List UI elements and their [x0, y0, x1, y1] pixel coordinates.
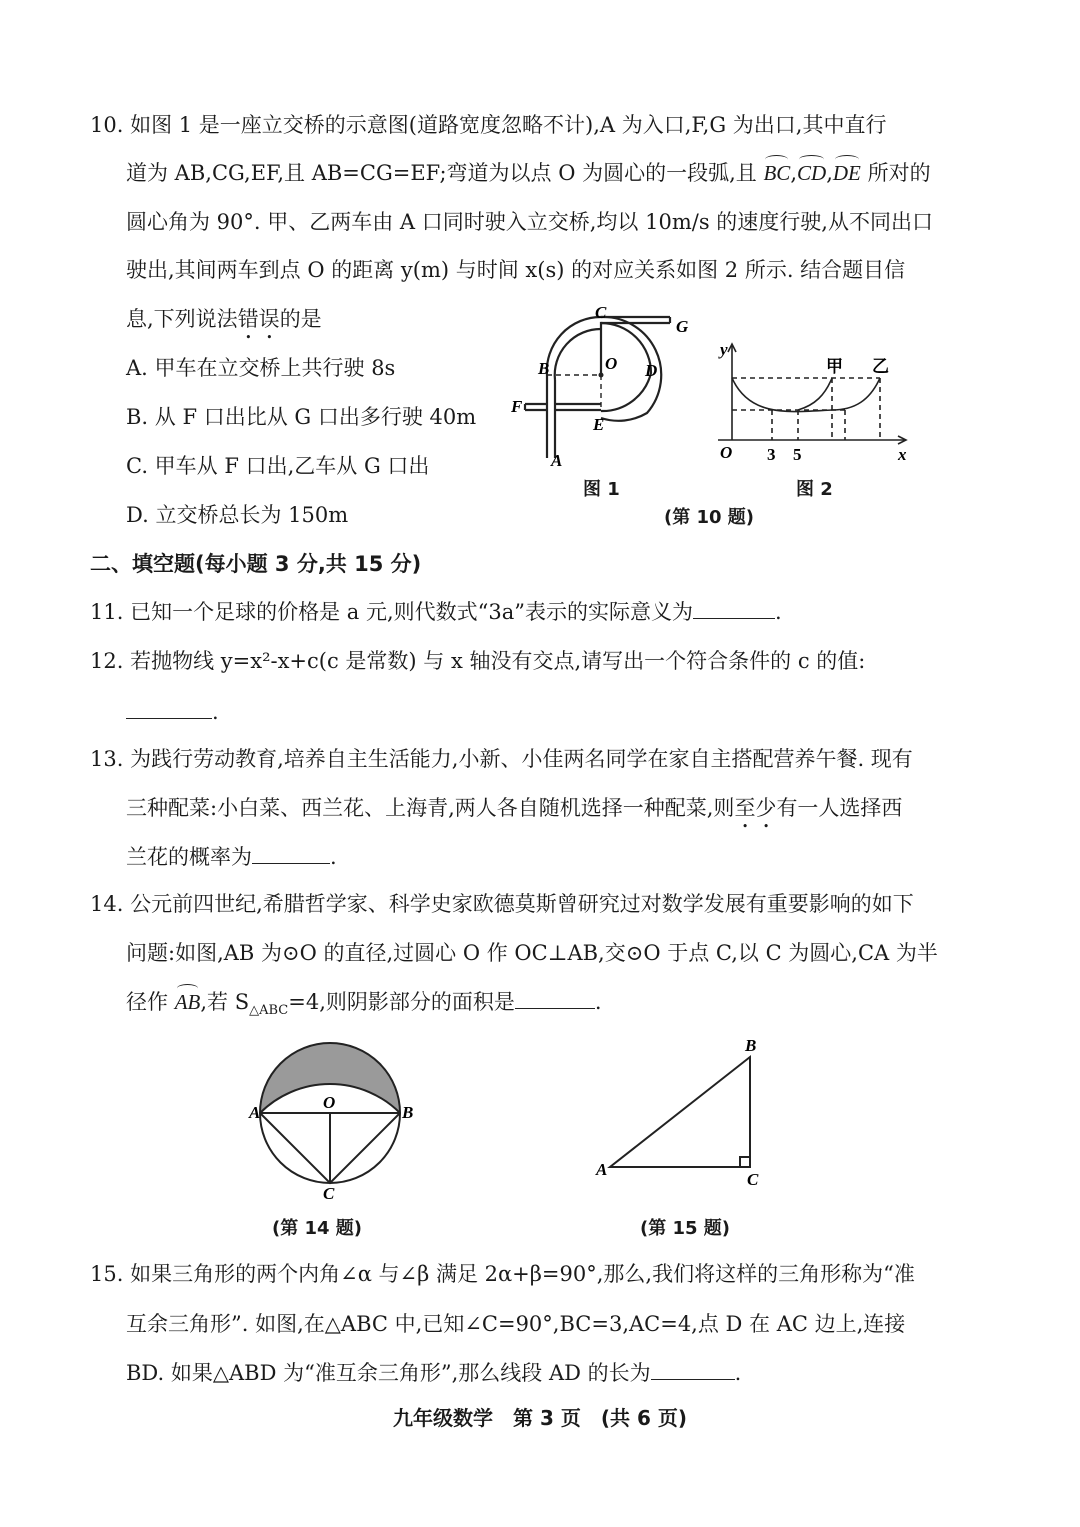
- fig1-label-c: C: [595, 303, 607, 322]
- q12: [90, 646, 865, 676]
- q13-emphasis: 至少: [734, 796, 777, 820]
- section-2-title: 二、填空题(每小题 3 分,共 15 分): [90, 552, 422, 576]
- q10-option-a: A. 甲车在立交桥上共行驶 8s: [126, 356, 396, 380]
- q15-answer-blank[interactable]: [651, 1359, 735, 1380]
- q12-line2: [126, 697, 219, 727]
- q13-answer-blank[interactable]: [252, 843, 330, 864]
- q13-text-2c: 有一人选择西: [776, 796, 903, 820]
- q15-line3: [126, 1358, 741, 1388]
- q15-text-3: BD. 如果△ABD 为“准互余三角形”,那么线段 AD 的长为: [126, 1361, 651, 1385]
- fig15-label-b: B: [745, 1036, 757, 1055]
- q11-answer-blank[interactable]: [693, 598, 775, 619]
- q10-text-2a: 道为 AB,CG,EF,且 AB=CG=EF;弯道为以点 O 为圆心的一段弧,且: [126, 161, 764, 185]
- q10-line2: 道为 AB,CG,EF,且 AB=CG=EF;弯道为以点 O 为圆心的一段弧,且 BC,CD,DE 所对的: [126, 158, 931, 188]
- q15-caption: (第 15 题): [640, 1218, 731, 1239]
- fig1-label-e: E: [593, 415, 605, 434]
- q13-number: 13.: [90, 747, 124, 771]
- q10-text-5c: 的是: [279, 307, 322, 331]
- q14-figure: [245, 1028, 445, 1208]
- q14-number: 14.: [90, 892, 124, 916]
- q10-line3: 圆心角为 90°. 甲、乙两车由 A 口同时驶入立交桥,均以 10m/s 的速度行驶,从不同出口: [126, 210, 933, 234]
- fig1-label-a: A: [551, 451, 563, 470]
- q15-end: .: [734, 1361, 742, 1385]
- fig14-label-c: C: [323, 1184, 335, 1203]
- q13-end: .: [330, 845, 337, 869]
- fig2-label-x: x: [898, 445, 907, 464]
- q11-end: .: [775, 600, 782, 624]
- fig2-label-origin: O: [720, 443, 733, 462]
- q10-option-c: C. 甲车从 F 口出,乙车从 G 口出: [126, 454, 430, 478]
- q13-line2: [126, 793, 902, 833]
- fig15-label-c: C: [747, 1170, 759, 1189]
- q11-text: 已知一个足球的价格是 a 元,则代数式“3a”表示的实际意义为: [130, 600, 693, 624]
- q10-option-b: B. 从 F 口出比从 G 口出多行驶 40m: [126, 405, 477, 429]
- q14-answer-blank[interactable]: [515, 988, 595, 1009]
- q10-caption: (第 10 题): [664, 507, 755, 528]
- fig1-label-g: G: [676, 317, 689, 336]
- q11: [90, 597, 782, 627]
- q10-text-5a: 息,下列说法: [126, 307, 238, 331]
- fig2-tick-5: 5: [793, 445, 802, 464]
- fig2-tick-3: 3: [767, 445, 776, 464]
- fig2-label-jia: 甲: [826, 357, 843, 376]
- q10-fig2-caption: 图 2: [796, 479, 833, 500]
- q10-fig1-caption: 图 1: [583, 479, 620, 500]
- fig2-label-yi: 乙: [872, 357, 889, 376]
- q10-emphasis: 错误: [237, 307, 280, 331]
- q12-end: .: [212, 700, 219, 724]
- q10-number: 10.: [90, 113, 124, 137]
- arc-de: DE: [833, 158, 861, 188]
- fig1-label-o: O: [605, 354, 618, 373]
- q12-text: 若抛物线 y=x²-x+c(c 是常数) 与 x 轴没有交点,请写出一个符合条件的 c 的值:: [130, 649, 866, 673]
- q15-number: 15.: [90, 1262, 124, 1286]
- fig14-label-o: O: [323, 1093, 336, 1112]
- q12-answer-blank[interactable]: [126, 698, 212, 719]
- q13-text-1: 为践行劳动教育,培养自主生活能力,小新、小佳两名同学在家自主搭配营养午餐. 现有: [130, 747, 913, 771]
- q14-text-3b: ,若 S: [200, 990, 250, 1014]
- fig15-label-a: A: [596, 1160, 608, 1179]
- q15-line1: [90, 1259, 915, 1289]
- q14-line2: 问题:如图,AB 为⊙O 的直径,过圆心 O 作 OC⊥AB,交⊙O 于点 C,以 C 为圆心,CA 为半: [126, 941, 938, 965]
- q14-line3: [126, 987, 602, 1026]
- q10-figure1: [505, 300, 705, 470]
- fig1-label-d: D: [645, 361, 658, 380]
- q15-text-1: 如果三角形的两个内角∠α 与∠β 满足 2α+β=90°,那么,我们将这样的三角形称为“准: [130, 1262, 915, 1286]
- q13-text-2a: 三种配菜:小白菜、西兰花、上海青,两人各自随机选择一种配菜,则: [126, 796, 735, 820]
- q14-subscript: △ABC: [249, 1003, 289, 1019]
- q15-line2: 互余三角形”. 如图,在△ABC 中,已知∠C=90°,BC=3,AC=4,点 D 在 AC 边上,连接: [126, 1312, 906, 1336]
- q10-figure2: [710, 340, 910, 470]
- q14-caption: (第 14 题): [272, 1218, 363, 1239]
- q11-number: 11.: [90, 600, 124, 624]
- q13-line1: [90, 744, 913, 774]
- arc-cd: CD: [797, 158, 826, 188]
- fig14-label-a: A: [249, 1103, 261, 1122]
- page-footer: 九年级数学 第 3 页 (共 6 页): [393, 1406, 687, 1430]
- q13-line3: [126, 842, 337, 872]
- q14-text-3c: =4,则阴影部分的面积是: [288, 990, 515, 1014]
- fig14-label-b: B: [402, 1103, 414, 1122]
- q12-number: 12.: [90, 649, 124, 673]
- arc-ab: AB: [175, 987, 201, 1017]
- q10-text-1: 如图 1 是一座立交桥的示意图(道路宽度忽略不计),A 为入口,F,G 为出口,其中直行: [130, 113, 887, 137]
- fig2-label-y: y: [720, 340, 728, 359]
- q10-line4: 驶出,其间两车到点 O 的距离 y(m) 与时间 x(s) 的对应关系如图 2 所示. 结合题目信: [126, 258, 906, 282]
- arc-bc: BC: [763, 158, 790, 188]
- q14-text-3a: 径作: [126, 990, 175, 1014]
- q15-figure: [590, 1035, 790, 1195]
- fig1-label-f: F: [511, 397, 523, 416]
- fig1-label-b: B: [538, 359, 550, 378]
- q14-text-1: 公元前四世纪,希腊哲学家、科学史家欧德莫斯曾研究过对数学发展有重要影响的如下: [130, 892, 914, 916]
- q10-text-2b: 所对的: [860, 161, 931, 185]
- q10-line1: [90, 110, 886, 140]
- q10-line5: [126, 304, 322, 344]
- q13-text-3: 兰花的概率为: [126, 845, 252, 869]
- q14-end: .: [594, 990, 602, 1014]
- q14-line1: [90, 889, 914, 919]
- q10-option-d: D. 立交桥总长为 150m: [126, 503, 349, 527]
